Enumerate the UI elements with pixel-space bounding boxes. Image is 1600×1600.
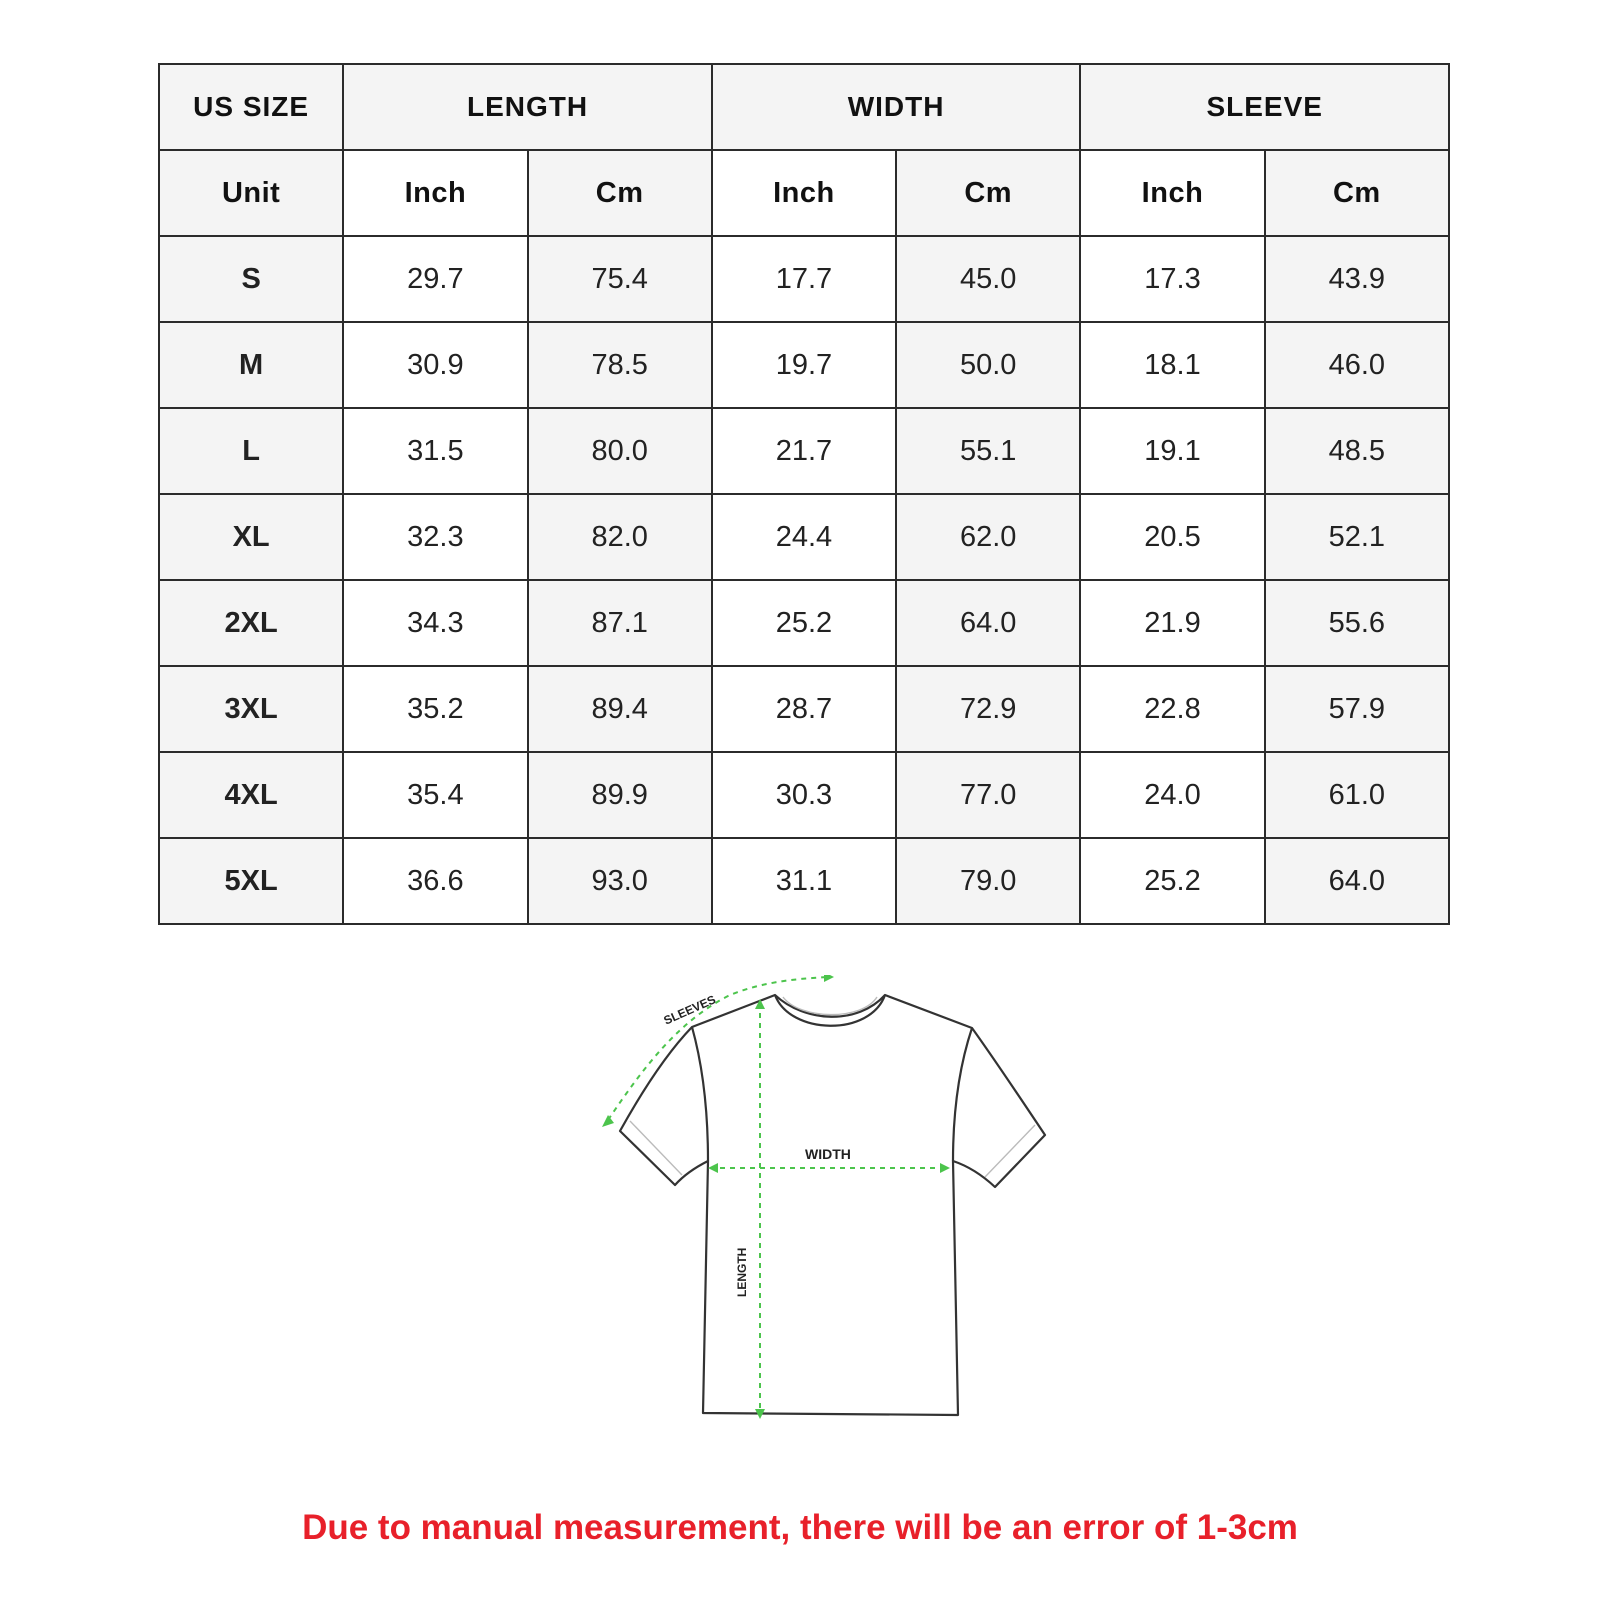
sleeve-in-cell: 21.9: [1080, 580, 1264, 666]
size-chart-table: [158, 63, 1450, 925]
sleeve-cm-header: Cm: [1265, 150, 1449, 236]
length-cm-cell: 82.0: [528, 494, 712, 580]
sleeve-in-cell: 20.5: [1080, 494, 1264, 580]
table-row: [159, 494, 1449, 580]
width-in-cell: 24.4: [712, 494, 896, 580]
size-cell: 3XL: [159, 666, 343, 752]
sleeve-cm-cell: 55.6: [1265, 580, 1449, 666]
length-header: LENGTH: [343, 64, 712, 150]
length-in-cell: 31.5: [343, 408, 527, 494]
sleeve-cm-cell: 52.1: [1265, 494, 1449, 580]
width-in-cell: 28.7: [712, 666, 896, 752]
sleeve-in-cell: 18.1: [1080, 322, 1264, 408]
table-row: [159, 322, 1449, 408]
table-row: [159, 408, 1449, 494]
size-header: US SIZE: [159, 64, 343, 150]
width-cm-cell: 55.1: [896, 408, 1080, 494]
group-header-row: [159, 64, 1449, 150]
width-cm-cell: 79.0: [896, 838, 1080, 924]
table-row: [159, 580, 1449, 666]
width-cm-cell: 62.0: [896, 494, 1080, 580]
unit-header-row: [159, 150, 1449, 236]
size-cell: 5XL: [159, 838, 343, 924]
length-in-cell: 34.3: [343, 580, 527, 666]
width-cm-cell: 50.0: [896, 322, 1080, 408]
length-in-cell: 30.9: [343, 322, 527, 408]
sleeve-cm-cell: 61.0: [1265, 752, 1449, 838]
length-inch-header: Inch: [343, 150, 527, 236]
width-cm-header: Cm: [896, 150, 1080, 236]
width-cm-cell: 72.9: [896, 666, 1080, 752]
length-cm-cell: 89.9: [528, 752, 712, 838]
length-cm-cell: 78.5: [528, 322, 712, 408]
size-cell: M: [159, 322, 343, 408]
size-cell: S: [159, 236, 343, 322]
width-inch-header: Inch: [712, 150, 896, 236]
width-in-cell: 31.1: [712, 838, 896, 924]
sleeve-in-cell: 17.3: [1080, 236, 1264, 322]
width-in-cell: 25.2: [712, 580, 896, 666]
width-cm-cell: 77.0: [896, 752, 1080, 838]
width-in-cell: 17.7: [712, 236, 896, 322]
length-in-cell: 35.4: [343, 752, 527, 838]
sleeve-in-cell: 25.2: [1080, 838, 1264, 924]
size-cell: 4XL: [159, 752, 343, 838]
length-cm-header: Cm: [528, 150, 712, 236]
length-in-cell: 29.7: [343, 236, 527, 322]
length-in-cell: 36.6: [343, 838, 527, 924]
width-in-cell: 21.7: [712, 408, 896, 494]
size-cell: 2XL: [159, 580, 343, 666]
length-cm-cell: 80.0: [528, 408, 712, 494]
length-in-cell: 35.2: [343, 666, 527, 752]
sleeves-label: SLEEVES: [661, 992, 718, 1028]
width-label: WIDTH: [805, 1146, 851, 1162]
length-in-cell: 32.3: [343, 494, 527, 580]
length-cm-cell: 93.0: [528, 838, 712, 924]
sleeve-in-cell: 24.0: [1080, 752, 1264, 838]
tshirt-measurement-diagram: [600, 975, 1080, 1465]
size-rows: [159, 236, 1449, 924]
table-row: [159, 838, 1449, 924]
sleeve-header: SLEEVE: [1080, 64, 1449, 150]
length-cm-cell: 89.4: [528, 666, 712, 752]
sleeve-cm-cell: 46.0: [1265, 322, 1449, 408]
measurement-error-note: Due to manual measurement, there will be an error of 1-3cm: [302, 1508, 1298, 1547]
sleeve-cm-cell: 48.5: [1265, 408, 1449, 494]
width-header: WIDTH: [712, 64, 1081, 150]
length-label: LENGTH: [735, 1247, 749, 1297]
length-cm-cell: 75.4: [528, 236, 712, 322]
sleeve-inch-header: Inch: [1080, 150, 1264, 236]
size-cell: L: [159, 408, 343, 494]
unit-header: Unit: [159, 150, 343, 236]
sleeve-cm-cell: 57.9: [1265, 666, 1449, 752]
size-cell: XL: [159, 494, 343, 580]
sleeve-in-cell: 19.1: [1080, 408, 1264, 494]
sleeve-in-cell: 22.8: [1080, 666, 1264, 752]
sleeve-cm-cell: 43.9: [1265, 236, 1449, 322]
sleeve-cm-cell: 64.0: [1265, 838, 1449, 924]
tshirt-outline: [620, 995, 1045, 1415]
width-in-cell: 19.7: [712, 322, 896, 408]
length-cm-cell: 87.1: [528, 580, 712, 666]
table-row: [159, 236, 1449, 322]
table-row: [159, 666, 1449, 752]
table-row: [159, 752, 1449, 838]
width-cm-cell: 45.0: [896, 236, 1080, 322]
width-cm-cell: 64.0: [896, 580, 1080, 666]
width-in-cell: 30.3: [712, 752, 896, 838]
